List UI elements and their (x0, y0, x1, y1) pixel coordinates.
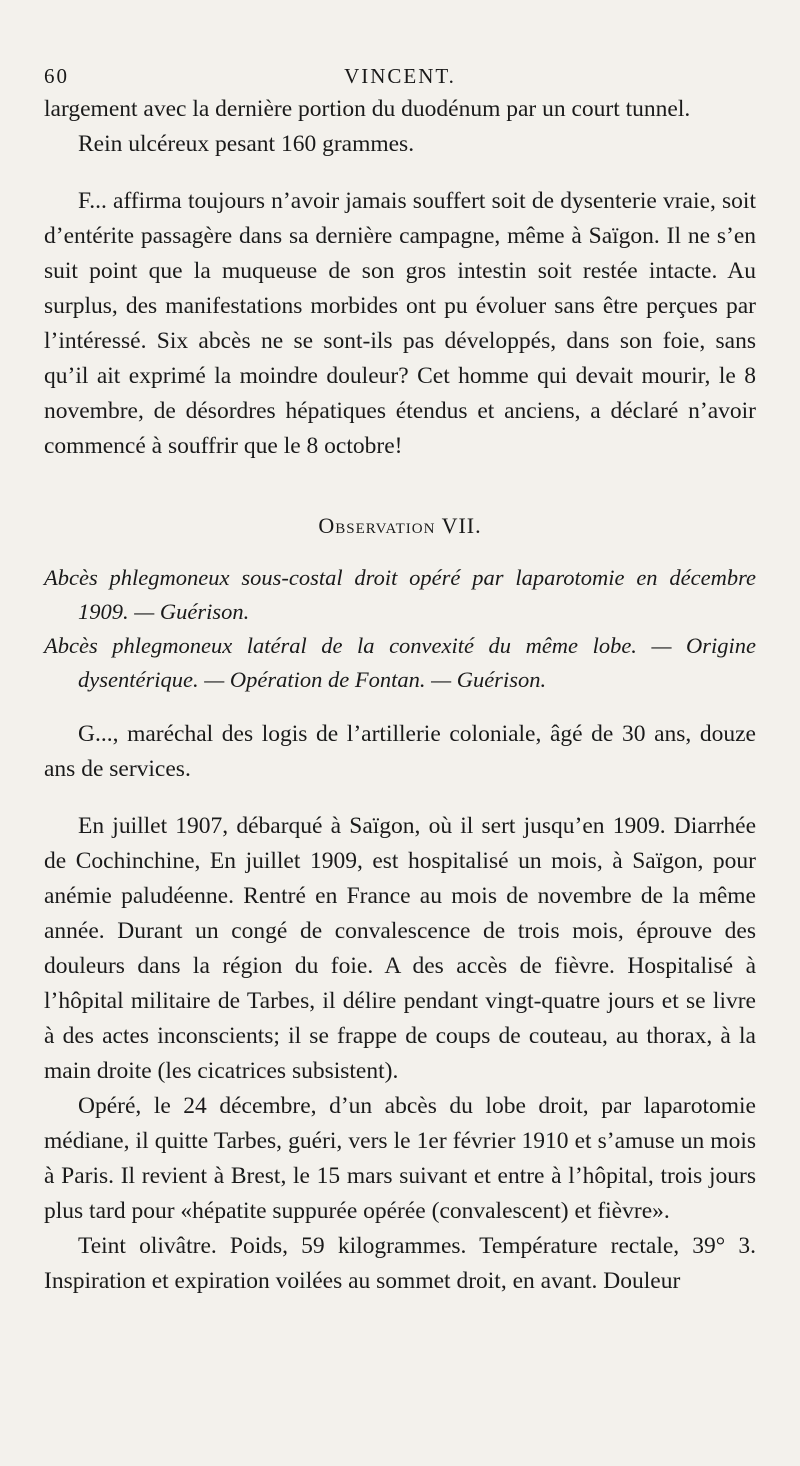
paragraph-kidney: Rein ulcéreux pesant 160 grammes. (78, 131, 415, 157)
observation-abstract (44, 561, 756, 697)
paragraph-continuation: largement avec la dernière portion du duodénum par un court tunnel. (44, 96, 691, 122)
abstract-line: Abcès phlegmoneux sous-costal droit opéré par laparotomie en décembre 1909. — Guérison. (44, 565, 756, 624)
paragraph-patient: G..., maréchal des logis de l’artillerie coloniale, âgé de 30 ans, douze ans de services. (44, 721, 756, 782)
paragraph-operation: Opéré, le 24 décembre, d’un abcès du lobe droit, par laparotomie médiane, il quitte Tarbes, guéri, vers le 1er février 1910 et s’amuse un mois à Paris. Il revient à Brest, le 15 mars suivant et entre à l’hôpital, trois jours plus tard pour «hépatite suppurée opérée (convalescent) et fièvre». (44, 1093, 756, 1224)
body-text (44, 92, 756, 1299)
page-header (44, 52, 756, 92)
abstract-line: Abcès phlegmoneux latéral de la convexité du même lobe. — Origine dysentérique. — Opération de Fontan. — Guérison. (44, 633, 756, 692)
page-number: 60 (44, 64, 69, 88)
observation-title: Observation VII. (318, 513, 482, 538)
paragraph-exam: Teint olivâtre. Poids, 59 kilogrammes. Température rectale, 39° 3. Inspiration et expiration voilées au sommet droit, en avant. Douleur (44, 1233, 756, 1294)
paragraph-discussion: F... affirma toujours n’avoir jamais souffert soit de dysenterie vraie, soit d’entérite passagère dans sa dernière campagne, même à Saïgon. Il ne s’en suit point que la muqueuse de son gros intestin soit restée intacte. Au surplus, des manifestations morbides ont pu évoluer sans être perçues par l’intéressé. Six abcès ne se sont-ils pas développés, dans son foie, sans qu’il ait exprimé la moindre douleur? Cet homme qui devait mourir, le 8 novembre, de désordres hépatiques étendus et anciens, a déclaré n’avoir commencé à souffrir que le 8 octobre! (44, 188, 756, 459)
paragraph-history: En juillet 1907, débarqué à Saïgon, où il sert jusqu’en 1909. Diarrhée de Cochinchine, En juillet 1909, est hospitalisé un mois, à Saïgon, pour anémie paludéenne. Rentré en France au mois de novembre de la même année. Durant un congé de convalescence de trois mois, éprouve des douleurs dans la région du foie. A des accès de fièvre. Hospitalisé à l’hôpital militaire de Tarbes, il délire pendant vingt-quatre jours et se livre à des actes inconscients; il se frappe de coups de couteau, au thorax, à la main droite (les cicatrices subsistent). (44, 813, 756, 1084)
running-head: VINCENT. (344, 64, 456, 88)
